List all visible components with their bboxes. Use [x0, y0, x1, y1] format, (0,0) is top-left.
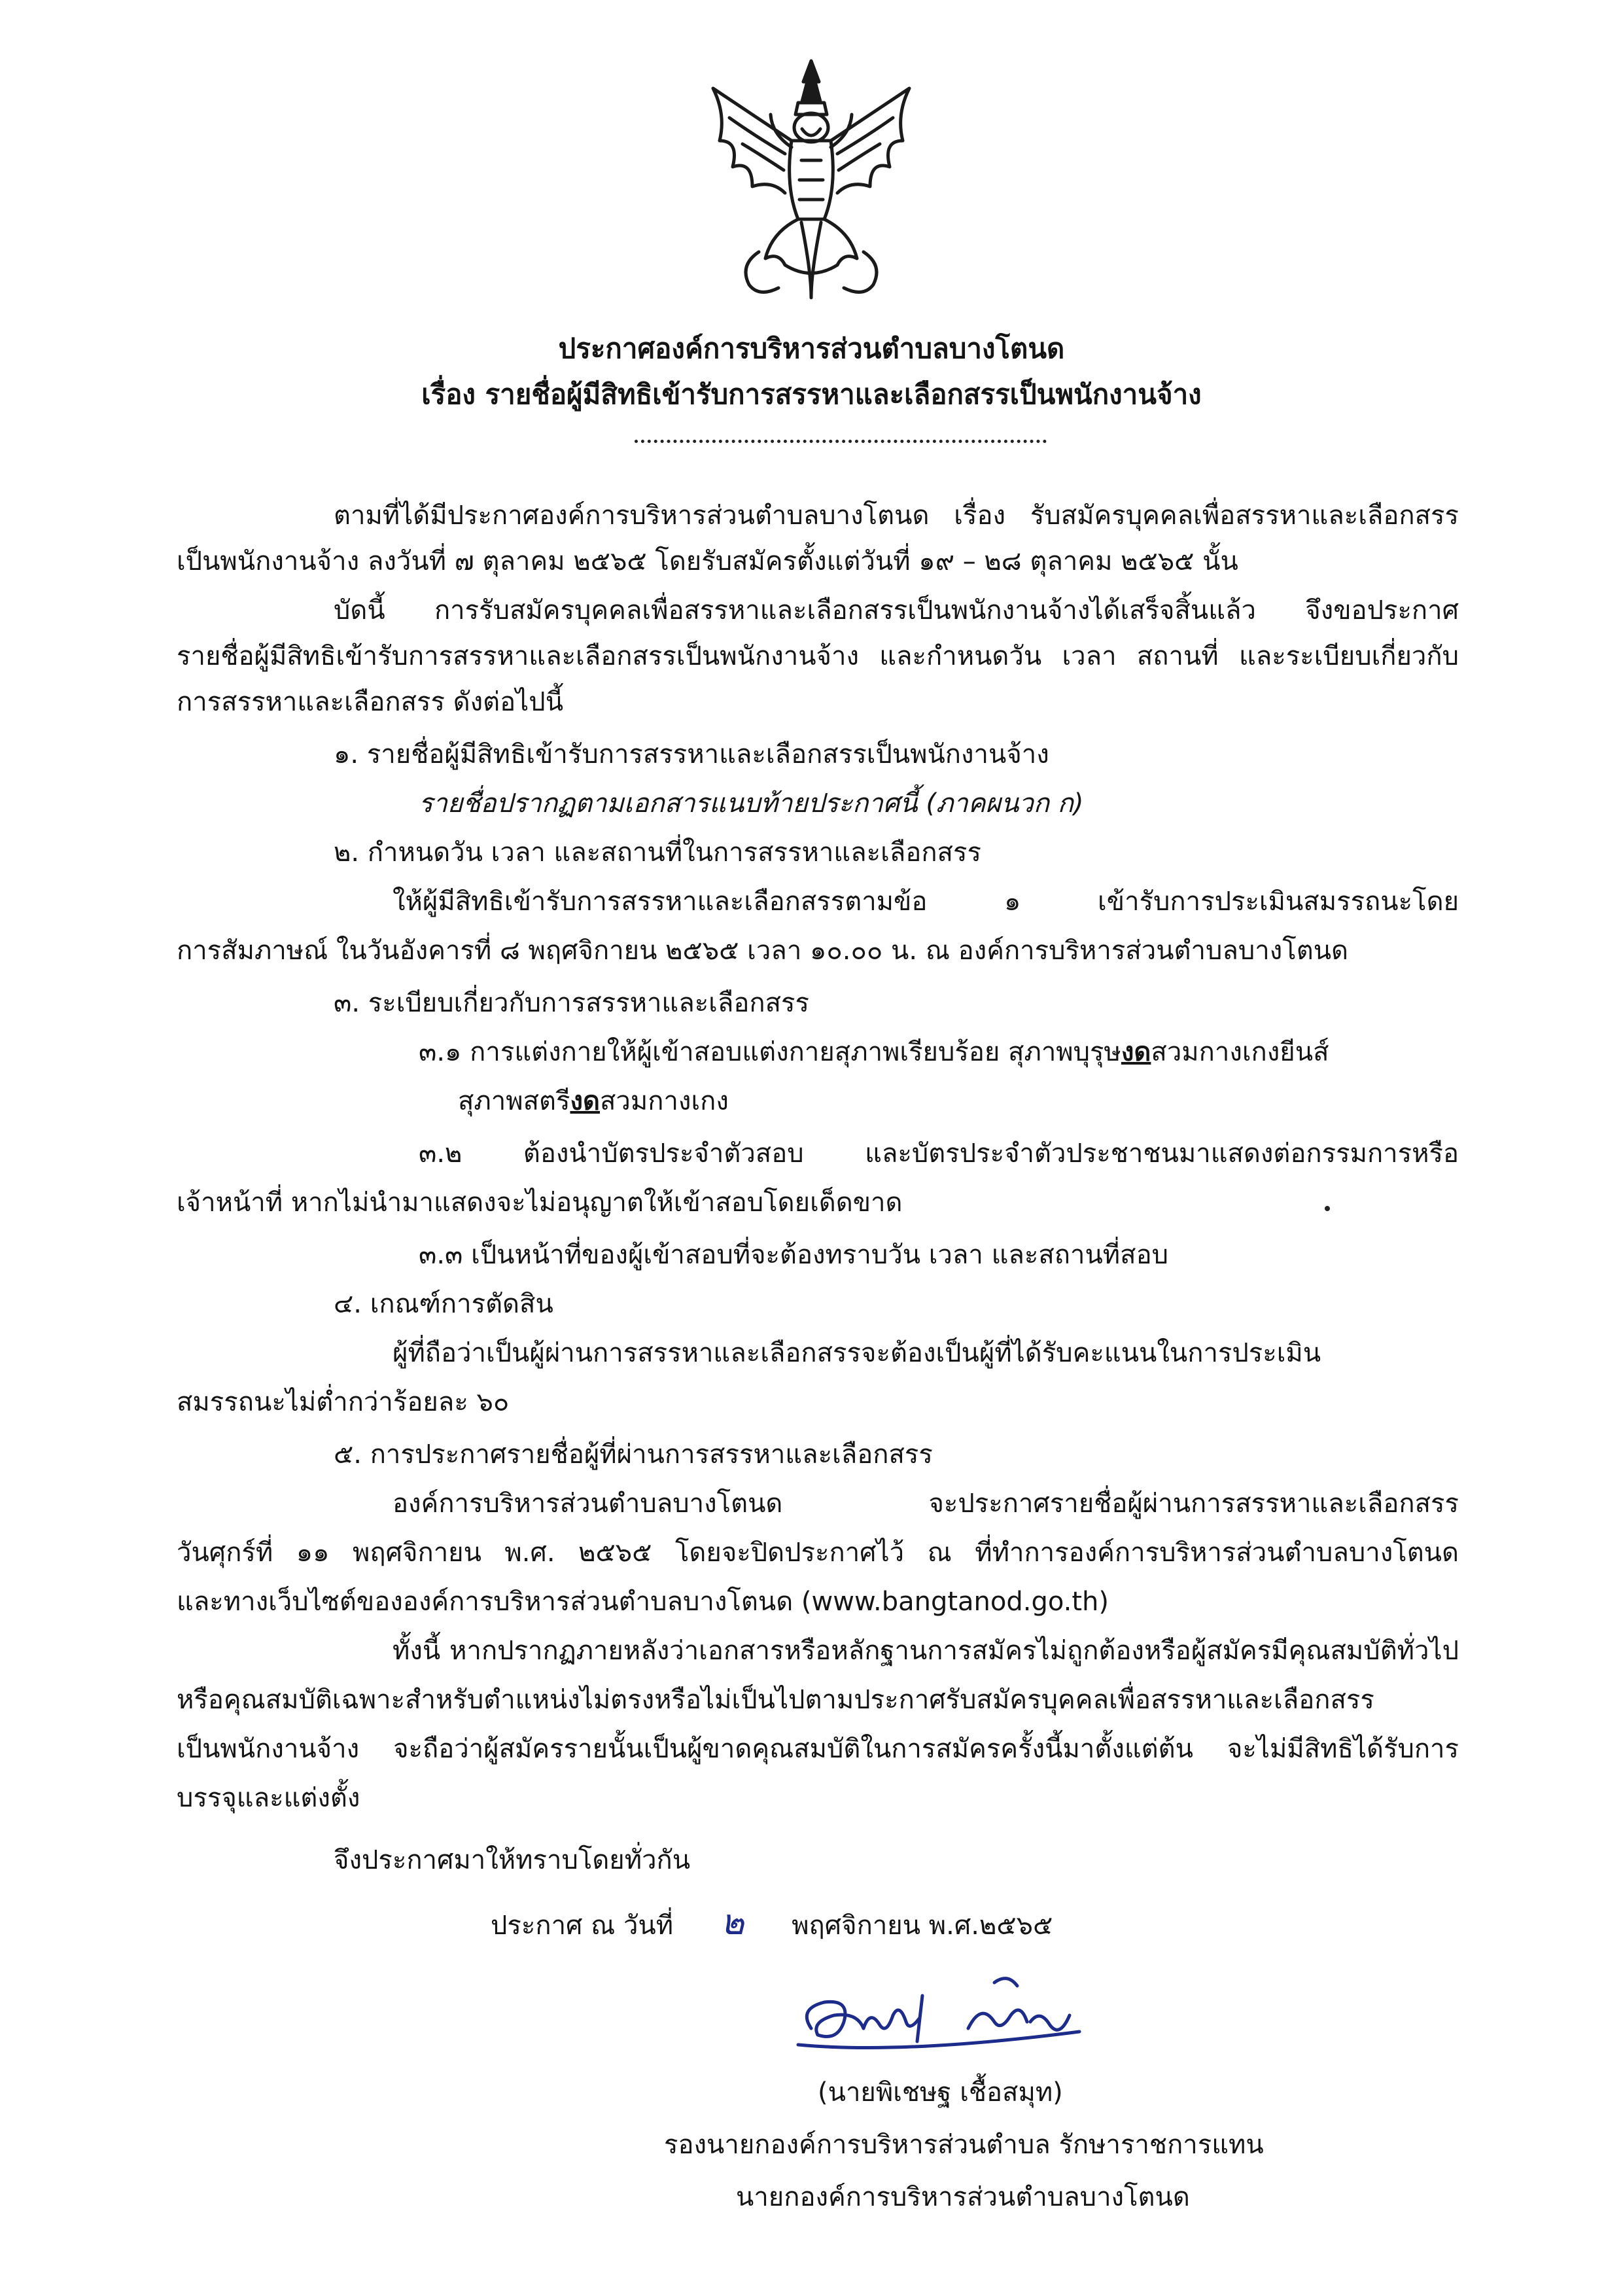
section-3-1-emphasis-1: งด	[1121, 1037, 1151, 1067]
section-3-1-text-c: สุภาพสตรี	[458, 1086, 570, 1116]
garuda-emblem-icon	[687, 56, 935, 304]
stray-mark	[1325, 1206, 1330, 1211]
section-2-body-1: ให้ผู้มีสิทธิเข้ารับการสรรหาและเลือกสรรตามข้อ ๑ เข้ารับการประเมินสมรรถนะโดย	[393, 887, 1459, 917]
note-line-4: บรรจุและแต่งตั้ง	[177, 1783, 360, 1813]
announce-line-1: บัดนี้ การรับสมัครบุคคลเพื่อสรรหาและเลือกสรรเป็นพนักงานจ้างได้เสร็จสิ้นแล้ว จึงขอประกาศ	[334, 595, 1459, 626]
date-day-handwritten: ๒	[720, 1901, 744, 1943]
date-suffix: พฤศจิกายน พ.ศ.๒๕๖๕	[792, 1911, 1053, 1941]
section-4-body-2: สมรรถนะไม่ต่ำกว่าร้อยละ ๖๐	[177, 1387, 510, 1417]
section-3-heading: ๓. ระเบียบเกี่ยวกับการสรรหาและเลือกสรร	[334, 988, 809, 1018]
section-5-body-1: องค์การบริหารส่วนตำบลบางโตนด จะประกาศรายชื่อผู้ผ่านการสรรหาและเลือกสรร	[393, 1489, 1459, 1519]
section-3-1-text-b: สวมกางเกงยีนส์	[1151, 1037, 1329, 1067]
section-4-heading: ๔. เกณฑ์การตัดสิน	[334, 1289, 553, 1319]
section-5-body-2: วันศุกร์ที่ ๑๑ พฤศจิกายน พ.ศ. ๒๕๖๕ โดยจะปิดประกาศไว้ ณ ที่ทำการองค์การบริหารส่วนตำบลบางโตนด	[177, 1538, 1459, 1568]
document-subject: เรื่อง รายชื่อผู้มีสิทธิเข้ารับการสรรหาและเลือกสรรเป็นพนักงานจ้าง	[421, 378, 1202, 410]
section-3-1-text-d: สวมกางเกง	[600, 1086, 729, 1116]
section-1-heading: ๑. รายชื่อผู้มีสิทธิเข้ารับการสรรหาและเลือกสรรเป็นพนักงานจ้าง	[334, 739, 1049, 769]
intro-line-1: ตามที่ได้มีประกาศองค์การบริหารส่วนตำบลบางโตนด เรื่อง รับสมัครบุคคลเพื่อสรรหาและเลือกสรร	[334, 501, 1459, 531]
signer-title-line-2: นายกองค์การบริหารส่วนตำบลบางโตนด	[736, 2182, 1190, 2212]
section-3-2-line-2: เจ้าหน้าที่ หากไม่นำมาแสดงจะไม่อนุญาตให้เข้าสอบโดยเด็ดขาด	[177, 1188, 903, 1218]
signer-name: (นายพิเชษฐ เชื้อสมุท)	[818, 2077, 1063, 2108]
section-2-body-2: การสัมภาษณ์ ในวันอังคารที่ ๘ พฤศจิกายน ๒๕๖๕ เวลา ๑๐.๐๐ น. ณ องค์การบริหารส่วนตำบลบางโตนด	[177, 936, 1349, 966]
note-line-1: ทั้งนี้ หากปรากฏภายหลังว่าเอกสารหรือหลักฐานการสมัครไม่ถูกต้องหรือผู้สมัครมีคุณสมบัติทั่วไป	[393, 1636, 1459, 1666]
section-3-1-line-2	[458, 1083, 729, 1120]
announce-date	[491, 1901, 1053, 1944]
section-1-body: รายชื่อปรากฏตามเอกสารแนบท้ายประกาศนี้ (ภาคผนวก ก)	[419, 788, 1084, 819]
section-4-body-1: ผู้ที่ถือว่าเป็นผู้ผ่านการสรรหาและเลือกสรรจะต้องเป็นผู้ที่ได้รับคะแนนในการประเมิน	[393, 1338, 1321, 1368]
note-line-2: หรือคุณสมบัติเฉพาะสำหรับตำแหน่งไม่ตรงหรือไม่เป็นไปตามประกาศรับสมัครบุคคลเพื่อสรรหาและเลือกสรร	[177, 1685, 1374, 1715]
section-5-body-3: และทางเว็บไซต์ขององค์การบริหารส่วนตำบลบางโตนด (www.bangtanod.go.th)	[177, 1587, 1109, 1617]
signer-title-line-1: รองนายกองค์การบริหารส่วนตำบล รักษาราชการแทน	[664, 2130, 1264, 2160]
title-divider	[635, 440, 1047, 443]
date-prefix: ประกาศ ณ วันที่	[491, 1911, 674, 1941]
section-3-1-emphasis-2: งด	[570, 1086, 600, 1116]
section-3-2-line-1: ๓.๒ ต้องนำบัตรประจำตัวสอบ และบัตรประจำตัวประชาชนมาแสดงต่อกรรมการหรือ	[419, 1139, 1459, 1169]
section-3-3: ๓.๓ เป็นหน้าที่ของผู้เข้าสอบที่จะต้องทราบวัน เวลา และสถานที่สอบ	[419, 1240, 1168, 1270]
note-line-3: เป็นพนักงานจ้าง จะถือว่าผู้สมัครรายนั้นเป็นผู้ขาดคุณสมบัติในการสมัครครั้งนี้มาตั้งแต่ต้น จะไม่มีสิทธิได้รับการ	[177, 1734, 1459, 1764]
section-2-heading: ๒. กำหนดวัน เวลา และสถานที่ในการสรรหาและเลือกสรร	[334, 838, 981, 868]
section-3-1-line-1	[419, 1034, 1329, 1070]
section-5-heading: ๕. การประกาศรายชื่อผู้ที่ผ่านการสรรหาและเลือกสรร	[334, 1439, 933, 1470]
announce-line-2: รายชื่อผู้มีสิทธิเข้ารับการสรรหาและเลือกสรรเป็นพนักงานจ้าง และกำหนดวัน เวลา สถานที่ และระเบียบเกี่ยวกับ	[177, 641, 1459, 671]
document-title: ประกาศองค์การบริหารส่วนตำบลบางโตนด	[558, 332, 1065, 364]
signature-icon	[772, 1969, 1138, 2074]
intro-line-2: เป็นพนักงานจ้าง ลงวันที่ ๗ ตุลาคม ๒๕๖๕ โดยรับสมัครตั้งแต่วันที่ ๑๙ – ๒๘ ตุลาคม ๒๕๖๕ นั้น	[177, 546, 1238, 576]
section-3-1-text-a: ๓.๑ การแต่งกายให้ผู้เข้าสอบแต่งกายสุภาพเรียบร้อย สุภาพบุรุษ	[419, 1037, 1121, 1067]
announce-line-3: การสรรหาและเลือกสรร ดังต่อไปนี้	[177, 687, 564, 717]
closing-line: จึงประกาศมาให้ทราบโดยทั่วกัน	[334, 1845, 691, 1875]
